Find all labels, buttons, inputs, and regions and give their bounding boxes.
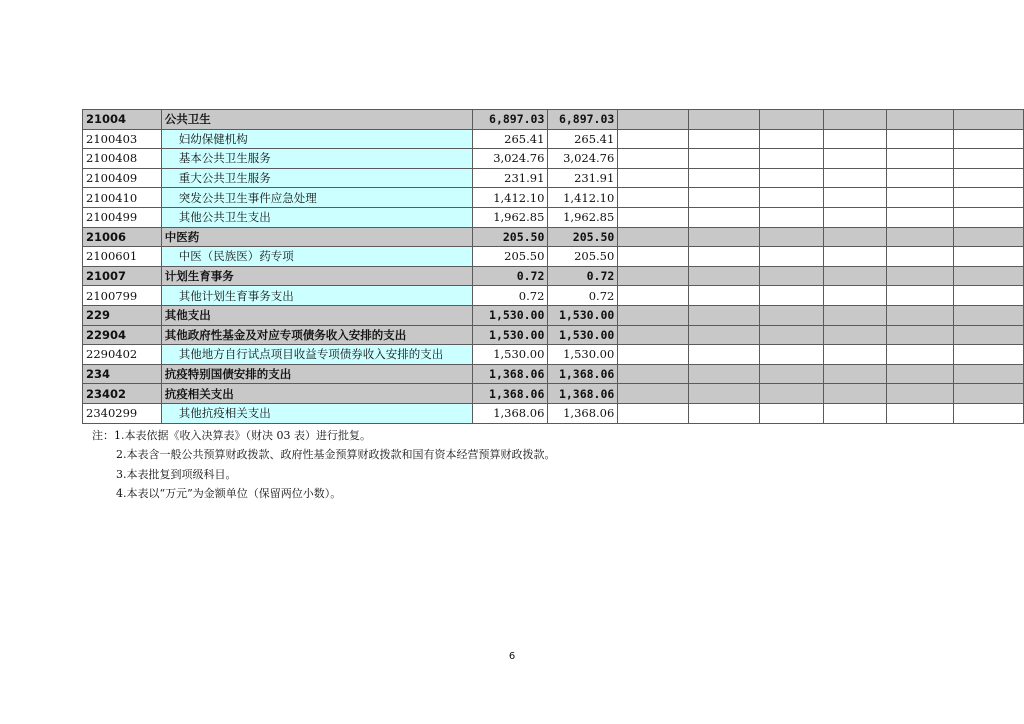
empty-cell	[887, 247, 953, 267]
empty-cell	[823, 168, 886, 188]
empty-cell	[823, 188, 886, 208]
empty-cell	[688, 129, 759, 149]
empty-cell	[823, 345, 886, 365]
subject-name-cell	[161, 403, 472, 423]
table-row	[83, 266, 1024, 286]
empty-cell	[953, 286, 1024, 306]
table-row	[83, 149, 1024, 169]
amount-total-cell: 1,530.00	[472, 345, 548, 365]
table-row	[83, 364, 1024, 384]
subject-name-cell	[161, 364, 472, 384]
empty-cell	[618, 110, 688, 130]
subject-name-text: 基本公共卫生服务	[178, 151, 271, 166]
subject-name-cell	[161, 247, 472, 267]
amount-general-budget-cell: 0.72	[548, 266, 618, 286]
subject-name-cell	[161, 129, 472, 149]
page-number: 6	[508, 651, 516, 662]
empty-cell	[760, 227, 823, 247]
empty-cell	[823, 325, 886, 345]
empty-cell	[688, 403, 759, 423]
amount-total-cell: 6,897.03	[472, 110, 548, 130]
subject-name-cell	[161, 168, 472, 188]
empty-cell	[618, 345, 688, 365]
amount-general-budget-cell: 1,530.00	[548, 305, 618, 325]
budget-table	[82, 109, 1024, 424]
empty-cell	[760, 345, 823, 365]
amount-general-budget-cell: 6,897.03	[548, 110, 618, 130]
empty-cell	[823, 403, 886, 423]
empty-cell	[823, 364, 886, 384]
subject-name-text: 妇幼保健机构	[178, 131, 248, 146]
empty-cell	[823, 384, 886, 404]
note-3: 3.本表批复到项级科目。	[116, 467, 237, 481]
subject-name-cell	[161, 266, 472, 286]
amount-total-cell: 265.41	[472, 129, 548, 149]
empty-cell	[760, 149, 823, 169]
subject-code-cell: 2340299	[83, 403, 162, 423]
empty-cell	[618, 325, 688, 345]
subject-code-cell: 21006	[83, 227, 162, 247]
empty-cell	[688, 110, 759, 130]
subject-code-cell: 2100409	[83, 168, 162, 188]
amount-total-cell: 1,368.06	[472, 364, 548, 384]
subject-code-cell: 229	[83, 305, 162, 325]
table-row	[83, 247, 1024, 267]
empty-cell	[760, 286, 823, 306]
empty-cell	[760, 266, 823, 286]
empty-cell	[887, 403, 953, 423]
empty-cell	[823, 266, 886, 286]
table-row	[83, 207, 1024, 227]
empty-cell	[953, 384, 1024, 404]
empty-cell	[618, 129, 688, 149]
empty-cell	[953, 110, 1024, 130]
subject-name-cell	[161, 325, 472, 345]
amount-general-budget-cell: 265.41	[548, 129, 618, 149]
subject-code-cell: 2100601	[83, 247, 162, 267]
amount-total-cell: 1,412.10	[472, 188, 548, 208]
amount-total-cell: 3,024.76	[472, 149, 548, 169]
empty-cell	[760, 168, 823, 188]
subject-code-cell: 21004	[83, 110, 162, 130]
amount-general-budget-cell: 1,962.85	[548, 207, 618, 227]
empty-cell	[953, 149, 1024, 169]
empty-cell	[823, 247, 886, 267]
empty-cell	[760, 247, 823, 267]
note-2: 2.本表含一般公共预算财政拨款、政府性基金预算财政拨款和国有资本经营预算财政拨款。	[116, 448, 556, 462]
subject-code-cell: 22904	[83, 325, 162, 345]
empty-cell	[688, 325, 759, 345]
empty-cell	[688, 168, 759, 188]
empty-cell	[760, 305, 823, 325]
empty-cell	[688, 286, 759, 306]
amount-total-cell: 0.72	[472, 286, 548, 306]
empty-cell	[760, 110, 823, 130]
empty-cell	[618, 247, 688, 267]
empty-cell	[953, 345, 1024, 365]
empty-cell	[953, 207, 1024, 227]
subject-code-cell: 2100499	[83, 207, 162, 227]
empty-cell	[887, 364, 953, 384]
subject-name-cell	[161, 188, 472, 208]
empty-cell	[618, 266, 688, 286]
table-row	[83, 345, 1024, 365]
subject-name-cell	[161, 110, 472, 130]
subject-name-text: 其他政府性基金及对应专项债务收入安排的支出	[164, 327, 407, 342]
empty-cell	[618, 364, 688, 384]
empty-cell	[887, 384, 953, 404]
empty-cell	[618, 188, 688, 208]
empty-cell	[953, 364, 1024, 384]
table-row	[83, 305, 1024, 325]
empty-cell	[618, 149, 688, 169]
amount-general-budget-cell: 0.72	[548, 286, 618, 306]
subject-name-cell	[161, 345, 472, 365]
subject-name-text: 中医（民族医）药专项	[178, 249, 294, 264]
empty-cell	[688, 364, 759, 384]
empty-cell	[953, 403, 1024, 423]
empty-cell	[823, 305, 886, 325]
empty-cell	[887, 149, 953, 169]
amount-general-budget-cell: 1,368.06	[548, 384, 618, 404]
subject-name-cell	[161, 286, 472, 306]
empty-cell	[823, 207, 886, 227]
empty-cell	[953, 129, 1024, 149]
empty-cell	[953, 305, 1024, 325]
empty-cell	[887, 266, 953, 286]
subject-name-cell	[161, 227, 472, 247]
empty-cell	[887, 227, 953, 247]
table-row	[83, 227, 1024, 247]
table-notes	[92, 426, 556, 504]
amount-general-budget-cell: 205.50	[548, 227, 618, 247]
empty-cell	[887, 345, 953, 365]
amount-general-budget-cell: 3,024.76	[548, 149, 618, 169]
subject-name-cell	[161, 207, 472, 227]
note-1: 注：1.本表依据《收入决算表》（财决 03 表）进行批复。	[92, 429, 371, 442]
empty-cell	[618, 227, 688, 247]
subject-name-text: 中医药	[164, 229, 200, 244]
empty-cell	[618, 403, 688, 423]
subject-code-cell: 2100408	[83, 149, 162, 169]
amount-total-cell: 1,530.00	[472, 305, 548, 325]
empty-cell	[887, 325, 953, 345]
empty-cell	[823, 227, 886, 247]
table-row	[83, 110, 1024, 130]
empty-cell	[688, 266, 759, 286]
table-row	[83, 188, 1024, 208]
subject-name-text: 其他计划生育事务支出	[178, 288, 294, 303]
amount-general-budget-cell: 231.91	[548, 168, 618, 188]
empty-cell	[823, 286, 886, 306]
empty-cell	[953, 266, 1024, 286]
subject-name-text: 突发公共卫生事件应急处理	[178, 190, 317, 205]
amount-general-budget-cell: 1,368.06	[548, 403, 618, 423]
amount-general-budget-cell: 1,530.00	[548, 325, 618, 345]
empty-cell	[618, 286, 688, 306]
empty-cell	[887, 207, 953, 227]
subject-name-text: 其他抗疫相关支出	[178, 406, 271, 421]
subject-name-text: 抗疫特别国债安排的支出	[164, 367, 292, 382]
empty-cell	[760, 364, 823, 384]
empty-cell	[760, 207, 823, 227]
empty-cell	[887, 110, 953, 130]
amount-total-cell: 205.50	[472, 247, 548, 267]
amount-total-cell: 231.91	[472, 168, 548, 188]
empty-cell	[688, 207, 759, 227]
empty-cell	[760, 188, 823, 208]
empty-cell	[953, 227, 1024, 247]
subject-code-cell: 21007	[83, 266, 162, 286]
empty-cell	[887, 286, 953, 306]
empty-cell	[618, 305, 688, 325]
amount-general-budget-cell: 1,530.00	[548, 345, 618, 365]
subject-code-cell: 2100403	[83, 129, 162, 149]
subject-code-cell: 2100799	[83, 286, 162, 306]
table-row	[83, 403, 1024, 423]
empty-cell	[823, 129, 886, 149]
table-row	[83, 129, 1024, 149]
subject-name-cell	[161, 305, 472, 325]
subject-name-text: 其他公共卫生支出	[178, 210, 271, 225]
empty-cell	[618, 207, 688, 227]
subject-code-cell: 2100410	[83, 188, 162, 208]
subject-name-text: 其他地方自行试点项目收益专项债券收入安排的支出	[178, 347, 444, 362]
empty-cell	[953, 168, 1024, 188]
amount-total-cell: 1,368.06	[472, 384, 548, 404]
empty-cell	[887, 188, 953, 208]
table-row	[83, 384, 1024, 404]
amount-general-budget-cell: 1,368.06	[548, 364, 618, 384]
amount-total-cell: 1,962.85	[472, 207, 548, 227]
empty-cell	[688, 305, 759, 325]
empty-cell	[760, 129, 823, 149]
subject-code-cell: 234	[83, 364, 162, 384]
subject-name-text: 其他支出	[164, 308, 211, 323]
empty-cell	[760, 403, 823, 423]
subject-code-cell: 2290402	[83, 345, 162, 365]
amount-total-cell: 1,530.00	[472, 325, 548, 345]
empty-cell	[953, 188, 1024, 208]
amount-total-cell: 205.50	[472, 227, 548, 247]
empty-cell	[688, 149, 759, 169]
empty-cell	[760, 384, 823, 404]
subject-name-text: 抗疫相关支出	[164, 386, 234, 401]
table-row	[83, 168, 1024, 188]
empty-cell	[823, 110, 886, 130]
empty-cell	[823, 149, 886, 169]
subject-name-text: 公共卫生	[164, 112, 211, 127]
subject-name-cell	[161, 149, 472, 169]
note-4: 4.本表以“万元”为金额单位（保留两位小数）。	[116, 487, 342, 501]
table-row	[83, 286, 1024, 306]
empty-cell	[618, 384, 688, 404]
empty-cell	[688, 227, 759, 247]
table-row	[83, 325, 1024, 345]
empty-cell	[688, 384, 759, 404]
subject-code-cell: 23402	[83, 384, 162, 404]
empty-cell	[887, 305, 953, 325]
empty-cell	[688, 345, 759, 365]
amount-total-cell: 0.72	[472, 266, 548, 286]
empty-cell	[953, 325, 1024, 345]
budget-table-body	[83, 110, 1024, 424]
empty-cell	[688, 247, 759, 267]
empty-cell	[760, 325, 823, 345]
empty-cell	[618, 168, 688, 188]
subject-name-text: 重大公共卫生服务	[178, 171, 271, 186]
empty-cell	[887, 168, 953, 188]
empty-cell	[887, 129, 953, 149]
subject-name-cell	[161, 384, 472, 404]
amount-general-budget-cell: 1,412.10	[548, 188, 618, 208]
empty-cell	[688, 188, 759, 208]
empty-cell	[953, 247, 1024, 267]
amount-general-budget-cell: 205.50	[548, 247, 618, 267]
subject-name-text: 计划生育事务	[164, 269, 234, 284]
amount-total-cell: 1,368.06	[472, 403, 548, 423]
